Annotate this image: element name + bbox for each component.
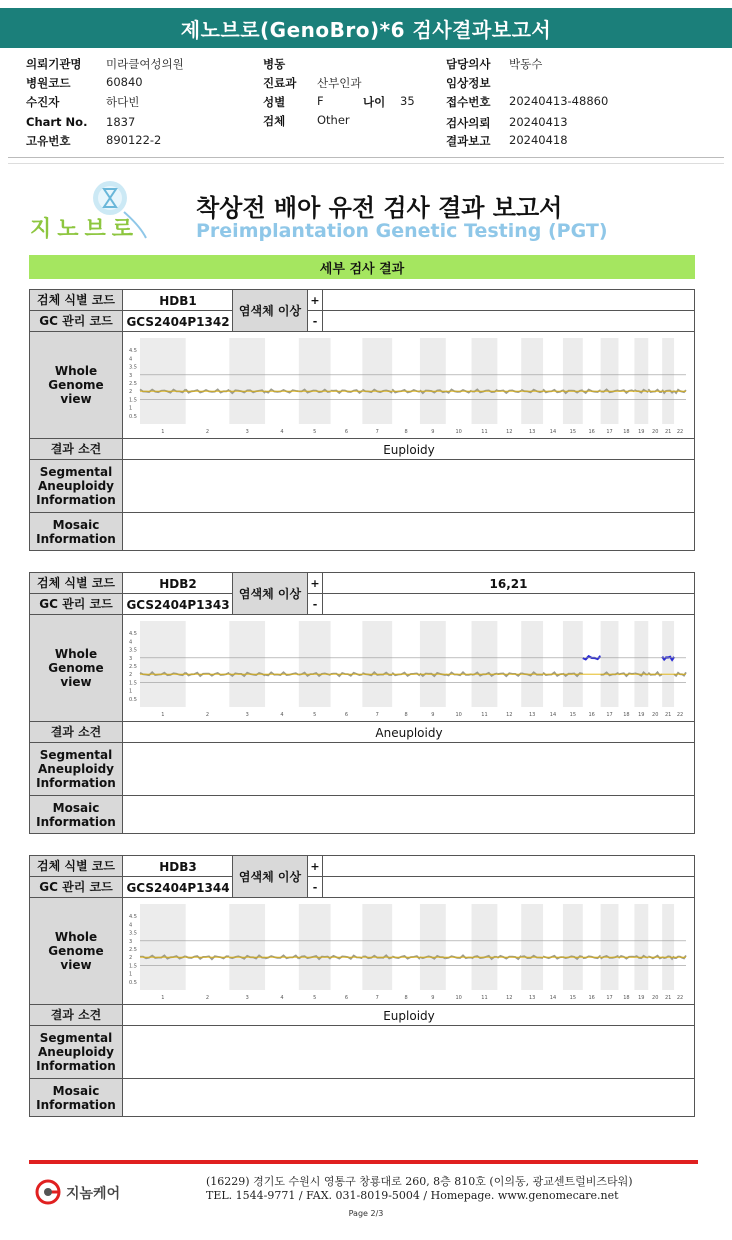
- meta-key-age: 나이: [363, 95, 386, 109]
- y-tick-label: 2.5: [129, 664, 137, 670]
- result-value: Euploidy: [383, 1008, 435, 1023]
- result-value: Aneuploidy: [375, 725, 443, 740]
- copy-number-trace: [619, 673, 635, 676]
- y-tick-label: 3: [129, 655, 133, 662]
- copy-number-trace: [543, 389, 563, 392]
- chromosome-band: [563, 338, 583, 424]
- y-tick-label: 3: [129, 372, 133, 379]
- chromosome-tick-label: 3: [245, 995, 249, 1001]
- chromosome-tick-label: 10: [455, 712, 462, 718]
- chromosome-tick-label: 11: [481, 712, 488, 718]
- meta-key: 수진자: [26, 95, 60, 109]
- meta-key: 병원코드: [26, 76, 71, 90]
- y-tick-label: 4: [129, 356, 133, 363]
- chromosome-tick-label: 20: [652, 429, 659, 435]
- sample-block: [29, 572, 695, 834]
- y-tick-label: 4: [129, 922, 133, 929]
- segmental-row: [30, 1026, 694, 1079]
- y-tick-label: 2: [129, 955, 133, 962]
- y-tick-label: 3.5: [129, 364, 137, 371]
- meta-key: Chart No.: [26, 115, 88, 129]
- chromosome-tick-label: 16: [588, 712, 595, 718]
- genome-view-row: [30, 898, 694, 1005]
- chromosome-band: [140, 338, 186, 424]
- chromosome-tick-label: 17: [606, 995, 613, 1001]
- chromosome-tick-label: 5: [313, 429, 317, 435]
- chromosome-tick-label: 13: [528, 429, 536, 435]
- genome-view-label: Whole Genome view: [30, 615, 123, 721]
- mosaic-value: [124, 1079, 694, 1116]
- chromosome-tick-label: 19: [638, 429, 645, 435]
- chromosome-tick-label: 12: [506, 712, 513, 718]
- sample-block: [29, 289, 695, 551]
- meta-key: 임상정보: [446, 76, 491, 90]
- y-tick-label: 0.5: [129, 696, 137, 703]
- y-tick-label: 1.5: [129, 680, 137, 687]
- meta-value: 20240413-48860: [509, 94, 609, 108]
- loss-sign: -: [308, 311, 323, 332]
- sample-code-label: 검체 식별 코드: [30, 290, 123, 310]
- meta-key: 병동: [263, 57, 286, 71]
- gain-sign: +: [308, 856, 323, 877]
- chromosome-tick-label: 22: [676, 429, 684, 435]
- sample-block: [29, 855, 695, 1117]
- chromosome-band: [362, 904, 392, 990]
- chromosome-band: [662, 621, 674, 707]
- meta-value: 미라클여성의원: [106, 57, 184, 71]
- gc-code-label: GC 관리 코드: [30, 311, 123, 331]
- segmental-value: [124, 743, 694, 796]
- chromosome-tick-label: 22: [676, 712, 684, 718]
- divider: [8, 157, 724, 158]
- chromosome-tick-label: 6: [344, 712, 349, 718]
- segmental-label: Segmental Aneuploidy Information: [30, 1026, 123, 1078]
- meta-value: 산부인과: [317, 76, 362, 90]
- chromosome-band: [563, 621, 583, 707]
- result-label: 결과 소견: [30, 1005, 123, 1025]
- mosaic-value: [124, 513, 694, 550]
- chromosome-tick-label: 5: [313, 995, 317, 1001]
- genomecare-logo-icon: [34, 1178, 64, 1208]
- y-tick-label: 4.5: [129, 348, 137, 355]
- sample-code-label: 검체 식별 코드: [30, 856, 123, 876]
- meta-value: 20240413: [509, 115, 568, 129]
- chromosome-tick-label: 1: [161, 712, 165, 718]
- chromosome-tick-label: 4: [280, 712, 284, 718]
- y-tick-label: 3.5: [129, 647, 137, 654]
- copy-number-trace: [648, 389, 662, 392]
- chromosome-band: [140, 621, 186, 707]
- chromosome-tick-label: 14: [549, 712, 557, 718]
- chromosome-band: [420, 621, 446, 707]
- divider: [8, 163, 724, 164]
- chromosome-tick-label: 1: [161, 995, 165, 1001]
- meta-key: 검체: [263, 114, 286, 128]
- meta-key: 의뢰기관명: [26, 57, 82, 71]
- chromosome-tick-label: 11: [481, 429, 488, 435]
- chromosome-tick-label: 4: [280, 995, 284, 1001]
- chromosome-tick-label: 5: [313, 712, 317, 718]
- footer-contact: TEL. 1544-9771 / FAX. 031-8019-5004 / Homepage. www.genomecare.net: [206, 1189, 619, 1202]
- chromosome-band: [229, 338, 265, 424]
- meta-key: 고유번호: [26, 134, 71, 148]
- page-number: Page 2/3: [348, 1209, 384, 1218]
- chromosome-tick-label: 4: [280, 429, 284, 435]
- meta-value-age: 35: [400, 94, 415, 108]
- mosaic-value: [124, 796, 694, 833]
- chromosome-tick-label: 18: [623, 429, 630, 435]
- result-value: Euploidy: [383, 442, 435, 457]
- footer-line: [29, 1160, 698, 1164]
- chromosome-tick-label: 11: [481, 995, 488, 1001]
- report-header-title: 제노브로(GenoBro)*6 검사결과보고서: [0, 8, 732, 48]
- y-tick-label: 1: [129, 405, 133, 412]
- y-tick-label: 2: [129, 389, 133, 396]
- gc-code-value: GCS2404P1343: [126, 597, 230, 612]
- gc-code-label: GC 관리 코드: [30, 877, 123, 897]
- y-tick-label: 1.5: [129, 963, 137, 970]
- chromosome-band: [662, 338, 674, 424]
- genome-view-row: [30, 615, 694, 722]
- y-tick-label: 4.5: [129, 631, 137, 638]
- y-tick-label: 2.5: [129, 947, 137, 953]
- chromosome-band: [601, 338, 619, 424]
- chromosome-tick-label: 9: [431, 712, 435, 718]
- mosaic-label: Mosaic Information: [30, 796, 123, 833]
- chromosome-tick-label: 16: [588, 429, 595, 435]
- chromosome-tick-label: 2: [205, 429, 210, 435]
- chromosome-tick-label: 20: [652, 995, 659, 1001]
- chromosome-tick-label: 17: [606, 712, 613, 718]
- chromosome-band: [299, 904, 331, 990]
- chromosome-band: [472, 621, 498, 707]
- chromosome-tick-label: 10: [455, 429, 462, 435]
- chromosome-tick-label: 12: [506, 995, 513, 1001]
- sample-code-value: HDB1: [159, 293, 197, 308]
- meta-value: 하다빈: [106, 95, 140, 109]
- chromosome-tick-label: 7: [375, 712, 379, 718]
- chromosome-tick-label: 19: [638, 995, 645, 1001]
- segmental-value: [124, 1026, 694, 1079]
- sample-code-value: HDB2: [159, 576, 197, 591]
- gain-chromosomes: [323, 290, 694, 311]
- meta-value: 박동수: [509, 57, 543, 71]
- chromosome-band: [229, 621, 265, 707]
- y-tick-label: 3.5: [129, 930, 137, 937]
- genome-view-plot: [124, 332, 694, 438]
- result-row: [30, 1005, 694, 1026]
- chromosome-tick-label: 10: [455, 995, 462, 1001]
- meta-value: 60840: [106, 75, 143, 89]
- copy-number-trace: [497, 390, 521, 393]
- abnormality-label: 염색체 이상: [232, 573, 308, 615]
- chromosome-tick-label: 17: [606, 429, 613, 435]
- loss-sign: -: [308, 877, 323, 898]
- genobro-logo: [30, 176, 160, 246]
- chromosome-band: [472, 338, 498, 424]
- chromosome-tick-label: 8: [404, 429, 408, 435]
- chromosome-band: [634, 621, 648, 707]
- chromosome-tick-label: 12: [506, 429, 513, 435]
- gain-chromosomes: [323, 856, 694, 877]
- chromosome-tick-label: 21: [664, 995, 672, 1001]
- chromosome-band: [634, 904, 648, 990]
- report-title-ko: 착상전 배아 유전 검사 결과 보고서: [196, 194, 563, 222]
- result-label: 결과 소견: [30, 439, 123, 459]
- segmental-value: [124, 460, 694, 513]
- chromosome-tick-label: 6: [344, 995, 349, 1001]
- sample-code-label: 검체 식별 코드: [30, 573, 123, 593]
- meta-value: 20240418: [509, 133, 568, 147]
- chromosome-tick-label: 15: [569, 712, 577, 718]
- genome-view-plot: [124, 615, 694, 721]
- chromosome-tick-label: 8: [404, 712, 408, 718]
- chromosome-tick-label: 9: [431, 429, 435, 435]
- y-tick-label: 3: [129, 938, 133, 945]
- gain-sign: +: [308, 573, 323, 594]
- meta-value: 890122-2: [106, 133, 162, 147]
- chromosome-band: [662, 904, 674, 990]
- gc-code-value: GCS2404P1342: [126, 314, 230, 329]
- chromosome-tick-label: 21: [664, 429, 672, 435]
- chromosome-tick-label: 20: [652, 712, 659, 718]
- chromosome-band: [472, 904, 498, 990]
- segmental-label: Segmental Aneuploidy Information: [30, 743, 123, 795]
- chromosome-band: [299, 338, 331, 424]
- report-title-en: Preimplantation Genetic Testing (PGT): [196, 220, 608, 242]
- loss-sign: -: [308, 594, 323, 615]
- chromosome-tick-label: 18: [623, 995, 630, 1001]
- genome-view-plot: [124, 898, 694, 1004]
- gain-chromosomes: 16,21: [489, 576, 528, 591]
- chromosome-band: [521, 621, 543, 707]
- chromosome-band: [521, 338, 543, 424]
- chromosome-band: [420, 338, 446, 424]
- chromosome-tick-label: 18: [623, 712, 630, 718]
- chromosome-band: [634, 338, 648, 424]
- chromosome-band: [362, 621, 392, 707]
- genome-view-label: Whole Genome view: [30, 898, 123, 1004]
- result-label: 결과 소견: [30, 722, 123, 742]
- result-row: [30, 439, 694, 460]
- chromosome-tick-label: 14: [549, 995, 557, 1001]
- sample-code-value: HDB3: [159, 859, 197, 874]
- genomecare-logo: [34, 1178, 144, 1208]
- meta-value: 1837: [106, 115, 136, 129]
- loss-chromosomes: [323, 594, 694, 615]
- chromosome-band: [420, 904, 446, 990]
- y-tick-label: 0.5: [129, 413, 137, 420]
- chromosome-tick-label: 15: [569, 429, 577, 435]
- chromosome-band: [229, 904, 265, 990]
- section-title: 세부 검사 결과: [29, 255, 695, 279]
- genome-view-label: Whole Genome view: [30, 332, 123, 438]
- mosaic-row: [30, 513, 694, 550]
- chromosome-tick-label: 3: [245, 712, 249, 718]
- chromosome-tick-label: 21: [664, 712, 672, 718]
- y-tick-label: 0.5: [129, 979, 137, 986]
- meta-key: 성별: [263, 95, 286, 109]
- footer-company: 지놈케어: [66, 1186, 121, 1202]
- y-tick-label: 2: [129, 672, 133, 679]
- meta-key: 결과보고: [446, 134, 491, 148]
- gc-code-value: GCS2404P1344: [126, 880, 230, 895]
- chromosome-tick-label: 2: [205, 712, 210, 718]
- copy-number-trace: [186, 956, 230, 959]
- chromosome-band: [601, 904, 619, 990]
- chromosome-tick-label: 22: [676, 995, 684, 1001]
- meta-key: 담당의사: [446, 57, 491, 71]
- mosaic-label: Mosaic Information: [30, 1079, 123, 1116]
- mosaic-label: Mosaic Information: [30, 513, 123, 550]
- chromosome-tick-label: 7: [375, 429, 379, 435]
- y-tick-label: 2.5: [129, 381, 137, 387]
- segmental-label: Segmental Aneuploidy Information: [30, 460, 123, 512]
- chromosome-band: [299, 621, 331, 707]
- mosaic-row: [30, 1079, 694, 1116]
- chromosome-tick-label: 8: [404, 995, 408, 1001]
- genome-view-row: [30, 332, 694, 439]
- meta-value: F: [317, 94, 324, 108]
- chromosome-band: [362, 338, 392, 424]
- chromosome-band: [521, 904, 543, 990]
- chromosome-tick-label: 7: [375, 995, 379, 1001]
- chromosome-band: [601, 621, 619, 707]
- chromosome-tick-label: 2: [205, 995, 210, 1001]
- abnormality-label: 염색체 이상: [232, 290, 308, 332]
- meta-key: 진료과: [263, 76, 297, 90]
- gc-code-label: GC 관리 코드: [30, 594, 123, 614]
- logo-text: 지노브로: [30, 217, 140, 242]
- result-row: [30, 722, 694, 743]
- chromosome-tick-label: 15: [569, 995, 577, 1001]
- chromosome-tick-label: 16: [588, 995, 595, 1001]
- chromosome-tick-label: 1: [161, 429, 165, 435]
- footer-address-block: [206, 1175, 633, 1203]
- loss-chromosomes: [323, 877, 694, 898]
- footer-address: (16229) 경기도 수원시 영통구 창룡대로 260, 8층 810호 (이의동, 광교센트럴비즈타워): [206, 1175, 633, 1188]
- gain-sign: +: [308, 290, 323, 311]
- segmental-row: [30, 460, 694, 513]
- chromosome-band: [563, 904, 583, 990]
- segmental-row: [30, 743, 694, 796]
- meta-value: Other: [317, 113, 350, 127]
- chromosome-tick-label: 13: [528, 712, 536, 718]
- chromosome-tick-label: 19: [638, 712, 645, 718]
- chromosome-tick-label: 13: [528, 995, 536, 1001]
- y-tick-label: 1: [129, 688, 133, 695]
- y-tick-label: 4.5: [129, 914, 137, 921]
- loss-chromosomes: [323, 311, 694, 332]
- y-tick-label: 1.5: [129, 397, 137, 404]
- y-tick-label: 4: [129, 639, 133, 646]
- chromosome-tick-label: 6: [344, 429, 349, 435]
- y-tick-label: 1: [129, 971, 133, 978]
- mosaic-row: [30, 796, 694, 833]
- chromosome-tick-label: 3: [245, 429, 249, 435]
- meta-key: 검사의뢰: [446, 116, 491, 130]
- abnormality-label: 염색체 이상: [232, 856, 308, 898]
- chromosome-tick-label: 9: [431, 995, 435, 1001]
- chromosome-band: [140, 904, 186, 990]
- chromosome-tick-label: 14: [549, 429, 557, 435]
- meta-key: 접수번호: [446, 95, 491, 109]
